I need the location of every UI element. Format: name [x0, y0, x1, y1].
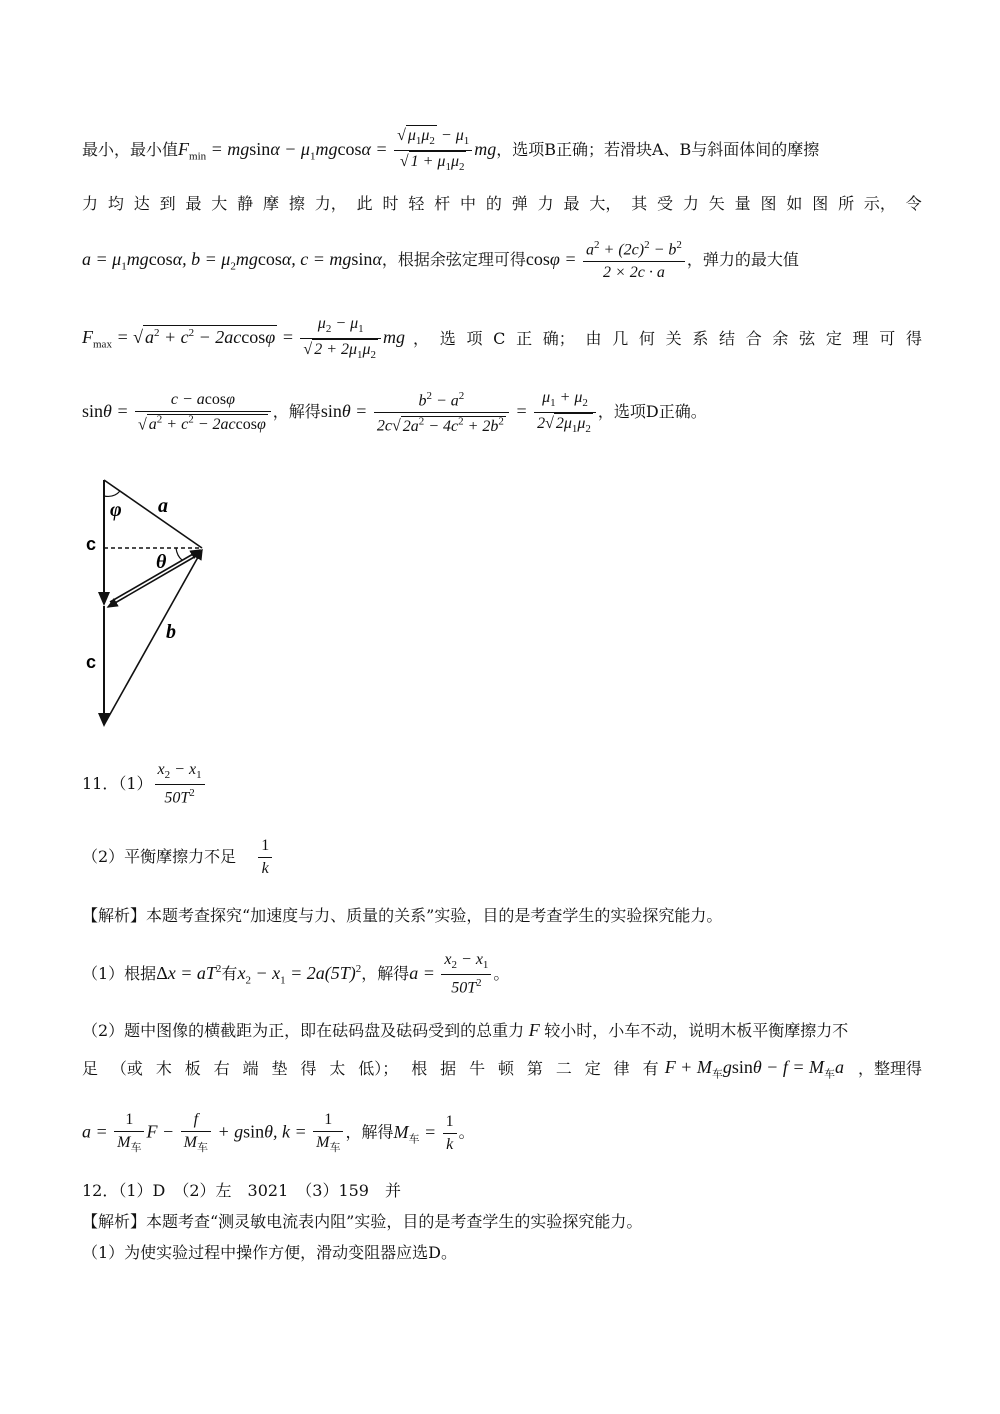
q11-answer-1 — [82, 762, 922, 807]
line2-words-18: 最 — [563, 194, 580, 213]
q11-s2_words-17: 律 — [613, 1059, 630, 1079]
text: 。 — [493, 963, 510, 983]
q11-answer-2 — [82, 838, 922, 877]
line2-words-23: 矢 — [708, 194, 725, 213]
fraction: $\frac{f}{M_车}$ — [181, 1112, 211, 1154]
line4-words-0: ， — [413, 328, 430, 348]
line2-words-10: 此 — [356, 194, 373, 213]
line2-words-9: 力， — [314, 194, 347, 213]
text: （2）平衡摩擦力不足 — [82, 847, 237, 866]
line4-words-11: 结 — [719, 328, 736, 348]
text: 。 — [458, 1122, 475, 1142]
line4-words-13: 余 — [772, 328, 789, 348]
text: ，根据余弦定理可得 — [381, 250, 526, 270]
q11-step-2a: （2）题中图像的横截距为正，即在砝码盘及砝码受到的总重力 F 较小时，小车不动，说明木板平衡摩擦力不 — [82, 1020, 849, 1040]
q11-s2_words-5: 端 — [242, 1059, 259, 1079]
line4-words-6: 由 — [585, 328, 602, 348]
line2-words-7: 摩 — [263, 194, 280, 213]
q11-s2_words-14: 第 — [526, 1059, 543, 1079]
text: 有 — [221, 963, 238, 983]
rod-force-up — [110, 550, 200, 602]
line-5: sinθ = $\frac{c - acos\varphi}{√ a^2 + c^2 - 2accos\varphi}$ ，解得sinθ = $\frac{b^2 - a^2}{2c√ 2a^2 - 4c^2 + 2b^2}$ = $\frac{\mu_1 + \mu_2}{2√ 2\mu_1\mu_2}$ ，选项D正确。 — [82, 389, 707, 436]
line2-words-1: 均 — [107, 194, 124, 213]
line2-words-24: 量 — [734, 194, 751, 213]
text: ，整理得 — [857, 1059, 922, 1079]
label-c-top: c — [86, 534, 97, 554]
text: ，解得 — [272, 402, 321, 422]
fraction: $\frac{b^2 - a^2}{2c√ 2a^2 - 4c^2 + 2b^2}$ — [374, 391, 509, 435]
line2-words-4: 最 — [185, 194, 202, 213]
line4-words-10: 系 — [692, 328, 709, 348]
text: ，解得 — [345, 1122, 394, 1142]
line2-words-25: 图 — [760, 194, 777, 213]
fraction: $\frac{x_2 - x_1}{50T^2}$ — [155, 762, 205, 807]
text: （1）根据 — [82, 963, 157, 983]
q11-s2_words-13: 顿 — [497, 1059, 514, 1079]
line4-words-14: 弦 — [799, 328, 816, 348]
line2-words-21: 受 — [657, 194, 674, 213]
line2-words-5: 大 — [211, 194, 228, 213]
line2-words-29: 示， — [863, 194, 896, 213]
q11-s2_words-4: 右 — [213, 1059, 230, 1079]
text: ，弹力的最大值 — [686, 250, 799, 270]
angle-phi-arc — [104, 491, 120, 496]
q11-s2_words-8: 太 — [329, 1059, 346, 1079]
line2-words-14: 中 — [460, 194, 477, 213]
line-2 — [82, 196, 922, 212]
text: ，解得 — [361, 963, 410, 983]
line-4: $F_{max}$ = √ $a^2 + c^2 - 2accos\varphi$ = $\frac{\mu_2 - \mu_1}{√ 2 + 2\mu_1\mu_2}$ mg ， 选 项 C 正 确； 由 几 何 关 系 结 合 余 弦 定 理 可 得 — [82, 315, 922, 362]
line4-words-7: 几 — [612, 328, 629, 348]
q11-s2_words-18: 有 — [642, 1059, 659, 1079]
line4-words-12: 合 — [745, 328, 762, 348]
q11-s2_words-10: 根 — [411, 1059, 428, 1079]
q11-step-1: （1）根据$\Delta x = aT^2$有$x_2 - x_1 = 2a(5T)^2$，解得a = $\frac{x_2 - x_1}{50T^2}$ 。 — [82, 951, 510, 997]
force-vector-diagram — [80, 470, 220, 740]
q12-answer: 12．（1）D （2）左 3021 （3）159 并 — [82, 1181, 401, 1200]
label-theta: θ — [156, 551, 167, 573]
fraction: $\frac{x_2 - x_1}{50T^2}$ — [441, 952, 491, 997]
q11-s2_words-3: 板 — [184, 1059, 201, 1079]
line2-words-12: 轻 — [408, 194, 425, 213]
line4-words-8: 何 — [638, 328, 655, 348]
line2-words-2: 达 — [133, 194, 150, 213]
formula-abc: $a = \mu_1mgcos\alpha$, $b = \mu_2mgcos\alpha$, c = mgsinα — [82, 249, 382, 273]
text: 较小时，小车不动，说明木板平衡摩擦力不 — [544, 1021, 849, 1040]
text: ，选项D正确。 — [597, 402, 707, 422]
q11-s2_words-7: 得 — [300, 1059, 317, 1079]
label-a: a — [158, 495, 168, 517]
q11-s2_words-16: 定 — [584, 1059, 601, 1079]
fraction: $\frac{\mu_1 + \mu_2}{2√ 2\mu_1\mu_2}$ — [534, 390, 596, 435]
line4-words-3: C — [493, 328, 506, 348]
q11-s2_words-2: 木 — [155, 1059, 172, 1079]
line2-words-11: 时 — [382, 194, 399, 213]
fraction: $\frac{\mu_2 - \mu_1}{√ 2 + 2\mu_1\mu_2}$ — [300, 316, 381, 361]
line2-words-19: 大， — [589, 194, 622, 213]
line2-words-28: 所 — [838, 194, 855, 213]
angle-theta-arc — [176, 548, 182, 560]
line2-words-17: 力 — [537, 194, 554, 213]
question-number: 11．（1） — [82, 773, 153, 793]
label-c-bottom: c — [86, 652, 97, 672]
line4-words-5: 确； — [542, 328, 575, 348]
line4-words-2: 项 — [466, 328, 483, 348]
q11-step-2b — [82, 1058, 922, 1081]
line4-words-16: 理 — [852, 328, 869, 348]
q11-s2_words-6: 垫 — [271, 1059, 288, 1079]
line2-words-13: 杆 — [434, 194, 451, 213]
text: ，选项B正确；若滑块A、B与斜面体间的摩擦 — [496, 140, 820, 160]
line2-words-8: 擦 — [288, 194, 305, 213]
q11-s2_words-9: 低）； — [358, 1059, 399, 1079]
line2-words-16: 弹 — [511, 194, 528, 213]
line-3: $a = \mu_1mgcos\alpha$, $b = \mu_2mgcos\alpha$, c = mgsinα，根据余弦定理可得cosφ = $\frac{a^2 + (2c)^2 - b^2}{2 \times 2c \cdot a}$ ，弹力的最大值 — [82, 239, 799, 282]
q11-analysis: 【解析】本题考查探究“加速度与力、质量的关系”实验，目的是考查学生的实验探究能力。 — [82, 906, 723, 925]
line2-words-6: 静 — [237, 194, 254, 213]
q11-s2_words-0: 足 — [82, 1059, 99, 1079]
line4-words-18: 得 — [905, 328, 922, 348]
formula-newton: $F + M_车gsin\theta - f = M_车a$ — [664, 1057, 844, 1081]
line2-words-15: 的 — [485, 194, 502, 213]
line4-words-1: 选 — [439, 328, 456, 348]
fraction: $\frac{c - acos\varphi}{√ a^2 + c^2 - 2accos\varphi}$ — [135, 392, 271, 433]
line4-words-17: 可 — [879, 328, 896, 348]
formula-fmax: $F_{max}$ = √ $a^2 + c^2 - 2accos\varphi$ = — [82, 327, 299, 351]
fraction: $\frac{1}{k}$ — [258, 838, 272, 877]
line4-words-9: 关 — [665, 328, 682, 348]
fraction: $\frac{1}{M_车}$ — [313, 1112, 343, 1154]
text: 最小，最小值 — [82, 140, 179, 160]
fraction: $\frac{1}{M_车}$ — [114, 1112, 144, 1154]
label-phi: φ — [110, 499, 122, 521]
line2-words-0: 力 — [82, 194, 99, 213]
line4-words-4: 正 — [516, 328, 533, 348]
q11-s2_words-12: 牛 — [469, 1059, 486, 1079]
line2-words-22: 力 — [682, 194, 699, 213]
line2-words-30: 令 — [905, 194, 922, 213]
fraction: $\frac{1}{k}$ — [443, 1114, 457, 1153]
rod-force-down — [108, 556, 196, 607]
fraction: $\frac{a^2 + (2c)^2 - b^2}{2 \times 2c \cdot a}$ — [583, 240, 685, 281]
line4-words-15: 定 — [825, 328, 842, 348]
q11-s2_words-1: （或 — [110, 1059, 143, 1079]
q11-s2_words-15: 二 — [555, 1059, 572, 1079]
q11-s2_words-11: 据 — [440, 1059, 457, 1079]
q11-step-3: a = $\frac{1}{M_车}$ F − $\frac{f}{M_车}$ + gsinθ, k = $\frac{1}{M_车}$ ，解得$M_车$ = $\frac{1}{k}$ 。 — [82, 1111, 475, 1155]
line2-words-3: 到 — [159, 194, 176, 213]
line2-words-27: 图 — [812, 194, 829, 213]
label-b: b — [166, 621, 176, 643]
q12-step-1: （1）为使实验过程中操作方便，滑动变阻器应选D。 — [82, 1243, 458, 1262]
fraction: $\frac{√ \mu_1\mu_2 - \mu_1}{√ 1 + \mu_1\mu_2}$ — [394, 128, 472, 173]
q12-analysis: 【解析】本题考查“测灵敏电流表内阻”实验，目的是考查学生的实验探究能力。 — [82, 1212, 643, 1231]
text: （2）题中图像的横截距为正，即在砝码盘及砝码受到的总重力 — [82, 1021, 525, 1040]
line2-words-26: 如 — [786, 194, 803, 213]
line2-words-20: 其 — [631, 194, 648, 213]
formula-fmin: $F_{min} = mgsin\alpha - \mu_1mgcos\alpha$ = — [178, 139, 393, 163]
line-1: 最小，最小值$F_{min} = mgsin\alpha - \mu_1mgcos\alpha$ = $\frac{√ \mu_1\mu_2 - \mu_1}{√ 1 + \mu_1\mu_2}$ mg，选项B正确；若滑块A、B与斜面体间的摩擦 — [82, 127, 820, 174]
